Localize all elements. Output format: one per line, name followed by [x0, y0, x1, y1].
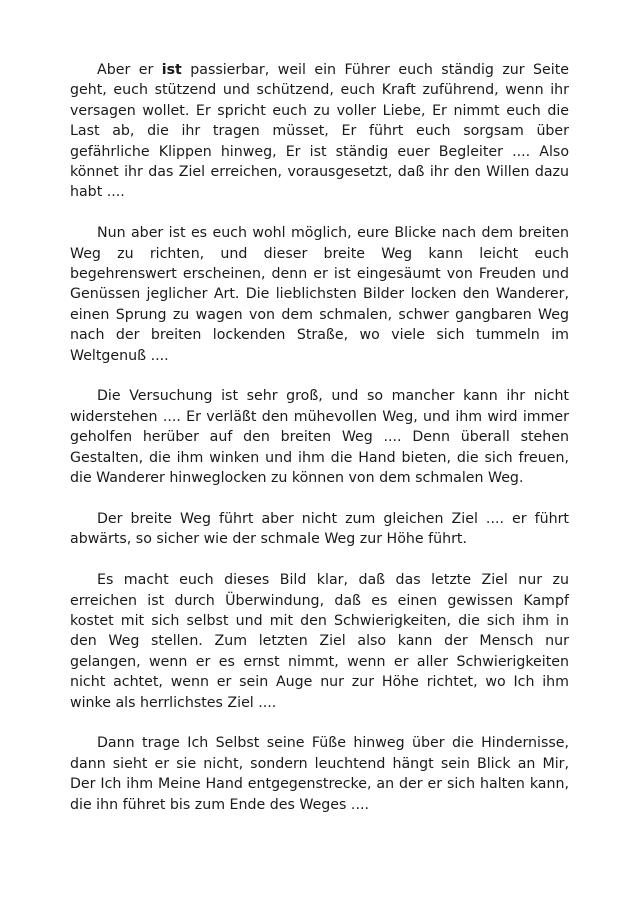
- paragraph-1-lead: Aber er: [97, 62, 162, 78]
- paragraph-2: Nun aber ist es euch wohl möglich, eure Blicke nach dem breiten Weg zu richten, und dieser breite Weg kann leicht euch begehrenswert erscheinen, denn er ist eingesäumt von Freuden und Genüssen jeglicher Art. Die lieblichsten Bilder locken den Wanderer, einen Sprung zu wagen von dem schmalen, schwer gangbaren Weg nach der breiten lockenden Straße, wo viele sich tummeln im Weltgenuß ....: [70, 225, 569, 364]
- emphasized-word: ist: [161, 62, 182, 78]
- paragraph-3: Die Versuchung ist sehr groß, und so mancher kann ihr nicht widerstehen .... Er verläßt den mühevollen Weg, und ihm wird immer geholfen herüber auf den breiten Weg .... Denn überall stehen Gestalten, die ihm winken und ihm die Hand bieten, die sich freuen, die Wanderer hinweglocken zu können von dem schmalen Weg.: [70, 388, 569, 487]
- paragraph-6: Dann trage Ich Selbst seine Füße hinweg über die Hindernisse, dann sieht er sie nicht, sondern leuchtend hängt sein Blick an Mir, Der Ich ihm Meine Hand entgegenstrecke, an der er sich halten kann, die ihn führet bis zum Ende des Weges ....: [70, 735, 569, 813]
- paragraph-5: Es macht euch dieses Bild klar, daß das letzte Ziel nur zu erreichen ist durch Überwindung, daß es einen gewissen Kampf kostet mit sich selbst und mit den Schwierigkeiten, die sich ihm in den Weg stellen. Zum letzten Ziel also kann der Mensch nur gelangen, wenn er es ernst nimmt, wenn er aller Schwierigkeiten nicht achtet, wenn er sein Auge nur zur Höhe richtet, wo Ich ihm winke als herrlichstes Ziel ....: [70, 572, 569, 711]
- paragraph-1: [70, 60, 569, 203]
- paragraph-1-rest: passierbar, weil ein Führer euch ständig zur Seite geht, euch stützend und schützend, euch Kraft zuführend, wenn ihr versagen wollet. Er spricht euch zu voller Liebe, Er nimmt euch die Last ab, die ihr tragen müsset, Er führt euch sorgsam über gefährliche Klippen hinweg, Er ist ständig euer Begleiter .... Also könnet ihr das Ziel erreichen, vorausgesetzt, daß ihr den Willen dazu habt ....: [70, 62, 570, 201]
- paragraph-4: Der breite Weg führt aber nicht zum gleichen Ziel .... er führt abwärts, so sicher wie der schmale Weg zur Höhe führt.: [70, 510, 569, 548]
- document-page: [70, 60, 569, 815]
